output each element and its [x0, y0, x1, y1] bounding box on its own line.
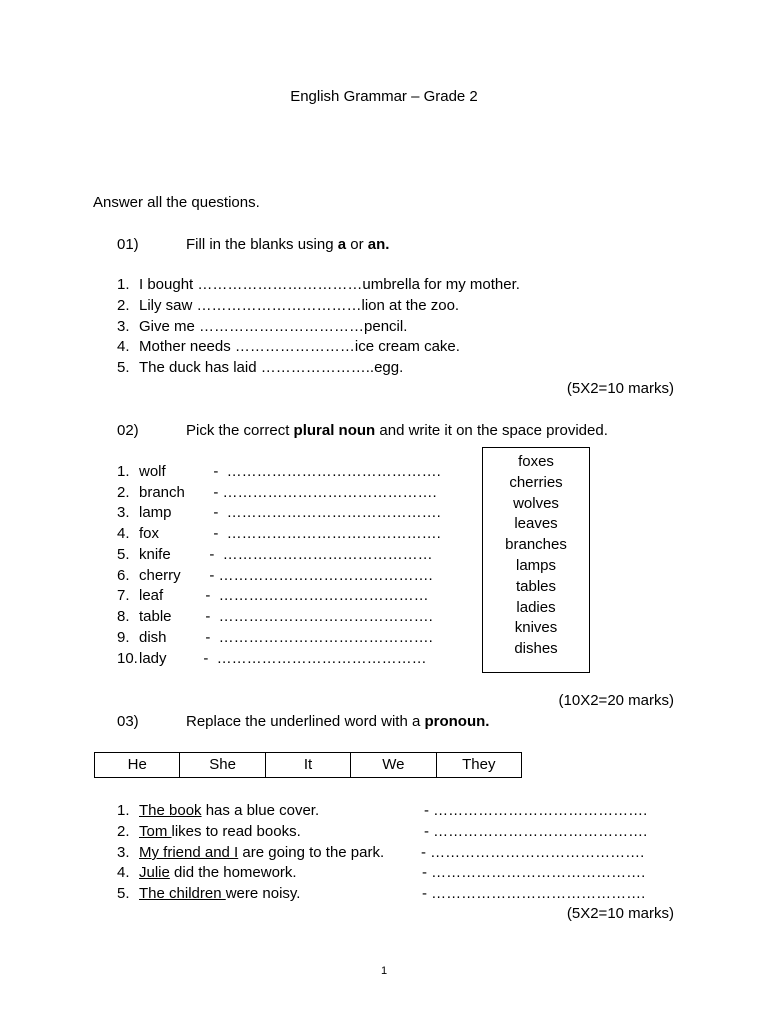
word-box-item: dishes [514, 640, 558, 658]
list-item: 5. The children were noisy. [117, 885, 301, 902]
word-box-item: foxes [518, 453, 554, 470]
q3-number: 03) [117, 713, 139, 730]
word-box-item: leaves [514, 515, 558, 533]
word-box-item: cherries [509, 473, 563, 491]
list-item: 8. table - ……………………………………. [117, 608, 433, 625]
list-item: 7. leaf - …………………………………… [117, 587, 429, 604]
list-item: 1. I bought ……………………………umbrella for my mother. [117, 276, 520, 293]
list-item: 1. The book has a blue cover. [117, 802, 320, 819]
word-box [482, 447, 590, 673]
q1-marks: (5X2=10 marks) [566, 380, 674, 397]
q3-marks: (5X2=10 marks) [566, 905, 674, 922]
list-item: 3. Give me ……………………………pencil. [117, 318, 408, 335]
q2-number: 02) [117, 422, 139, 439]
answer-blank: - ……………………………………. [424, 823, 648, 840]
list-item: 3. lamp - ……………………………………. [117, 504, 441, 521]
answer-blank: - ……………………………………. [422, 864, 646, 881]
list-item: 4. Julie did the homework. [117, 864, 297, 881]
pronoun-cell: She [180, 753, 265, 777]
list-item: 4. Mother needs ……………………ice cream cake. [117, 338, 460, 355]
list-item: 2. branch - ……………………………………. [117, 484, 437, 501]
q3-blanks [421, 802, 648, 904]
q2-list [117, 463, 441, 667]
word-box-item: branches [505, 536, 567, 554]
list-item: 9. dish - ……………………………………. [117, 629, 433, 646]
word-box-item: wolves [513, 494, 559, 512]
answer-blank: - ……………………………………. [422, 885, 646, 902]
q1-heading: Fill in the blanks using a or an. [186, 236, 390, 253]
pronoun-cell: They [462, 756, 496, 773]
q2-marks: (10X2=20 marks) [558, 692, 674, 709]
answer-blank: - ……………………………………. [421, 844, 645, 861]
q3-heading: Replace the underlined word with a pronoun. [186, 713, 490, 730]
list-item: 2. Lily saw ……………………………lion at the zoo. [117, 297, 460, 314]
q1-list [117, 276, 520, 378]
list-item: 2. Tom likes to read books. [117, 823, 301, 840]
list-item: 1. wolf - ……………………………………. [117, 463, 441, 480]
pronoun-cell: We [351, 753, 436, 777]
list-item: 3. My friend and I are going to the park. [117, 844, 385, 861]
list-item: 5. The duck has laid …………………..egg. [117, 359, 404, 376]
list-item: 5. knife - …………………………………… [117, 546, 433, 563]
list-item: 4. fox - ……………………………………. [117, 525, 441, 542]
pronoun-cell: It [266, 753, 351, 777]
q2-heading: Pick the correct plural noun and write it on the space provided. [186, 422, 608, 439]
q1-number: 01) [117, 236, 139, 253]
list-item: 6. cherry - ……………………………………. [117, 567, 433, 584]
pronoun-cell: He [95, 753, 180, 777]
word-box-item: ladies [516, 598, 556, 616]
list-item: 10.lady - …………………………………… [117, 650, 427, 667]
answer-blank: - ……………………………………. [424, 802, 648, 819]
page-title: English Grammar – Grade 2 [290, 88, 478, 105]
pronoun-table [94, 752, 522, 778]
instruction: Answer all the questions. [93, 194, 260, 211]
page-number: 1 [380, 965, 388, 977]
word-box-item: knives [514, 619, 558, 637]
word-box-item: lamps [515, 556, 556, 574]
word-box-item: tables [515, 577, 557, 595]
q3-list [117, 802, 385, 904]
